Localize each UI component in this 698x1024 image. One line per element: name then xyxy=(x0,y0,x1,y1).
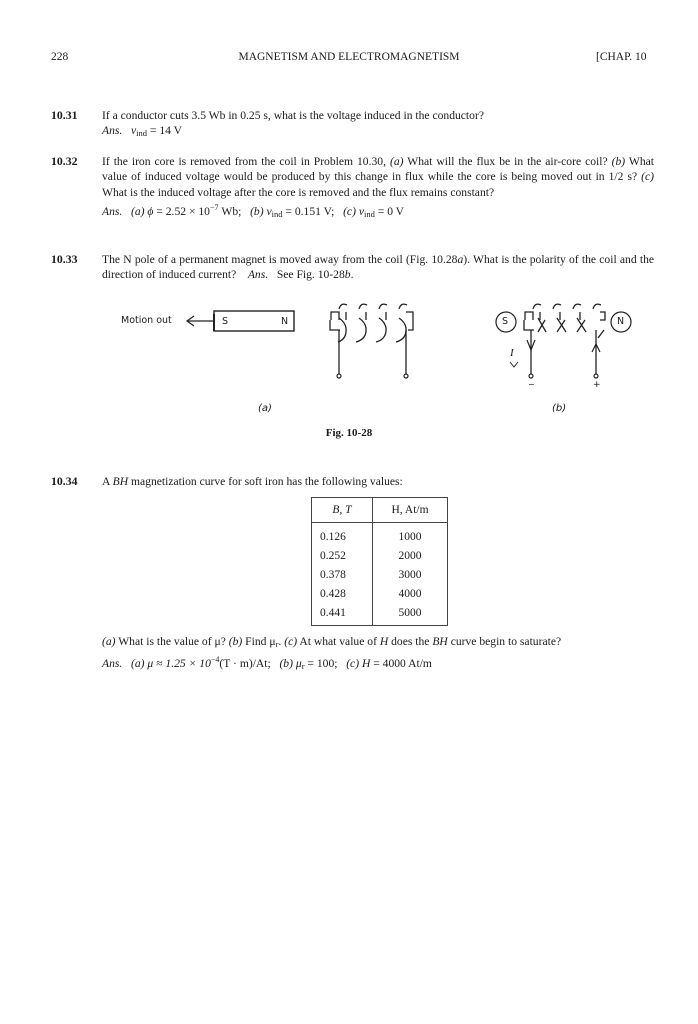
cell-h: 3000 xyxy=(398,568,422,581)
pole-s-label: S xyxy=(502,316,509,327)
answer-value: = 14 V xyxy=(147,124,183,138)
text-part: ). What is the polarity of the coil and the direction of induced current? xyxy=(102,253,655,282)
current-dir-mark xyxy=(510,362,518,367)
part-b: (b) xyxy=(611,155,626,168)
chapter-label: [CHAP. 10 xyxy=(596,51,647,63)
answer-text: See Fig. 10-28 xyxy=(276,268,345,282)
q-text: does the xyxy=(388,635,433,648)
table-row xyxy=(312,565,448,584)
coil-a xyxy=(330,304,413,375)
bh-table xyxy=(311,497,448,626)
table-row xyxy=(312,523,448,547)
coil-b xyxy=(524,304,605,375)
cell-h: 2000 xyxy=(398,549,422,562)
punct: . xyxy=(350,268,354,282)
figure-caption: Fig. 10-28 xyxy=(325,427,373,439)
cell-b: 0.428 xyxy=(312,584,373,603)
cell-h: 5000 xyxy=(398,606,422,619)
terminal-b2 xyxy=(594,374,598,378)
motion-out-label: Motion out xyxy=(121,315,172,326)
page-number: 228 xyxy=(51,51,69,63)
terminal-b1 xyxy=(529,374,533,378)
part-c: (c) xyxy=(641,170,654,184)
terminal-a1 xyxy=(337,374,341,378)
text-part: If the iron core is removed from the coil in Problem 10.30, xyxy=(102,155,390,168)
cell-b: 0.441 xyxy=(312,603,373,626)
q-a: (a) xyxy=(102,635,116,648)
answer-b-sub: r xyxy=(301,661,305,672)
answer-a: (a) ϕ xyxy=(131,205,154,219)
text-part: magnetization curve for soft iron has the following values: xyxy=(128,475,403,488)
q-sub: r xyxy=(275,639,279,649)
magnet-n-label: N xyxy=(281,316,289,327)
text-part: What is the induced voltage after the core is removed and the flux remains constant? xyxy=(102,185,495,199)
cell-b: 0.252 xyxy=(312,546,373,565)
terminal-a2 xyxy=(404,374,408,378)
answer-c: (c) v xyxy=(343,205,364,219)
running-title: MAGNETISM AND ELECTROMAGNETISM xyxy=(238,51,460,63)
answer-c-value: = 0 V xyxy=(374,205,405,219)
q-text: At what value of xyxy=(297,635,380,648)
cell-h: 4000 xyxy=(398,587,422,600)
text-part: What will the flux be in the air-core coil? xyxy=(403,155,612,168)
q-bh: BH xyxy=(432,635,448,648)
answer-c-sub: ind xyxy=(363,209,375,220)
q-h: H xyxy=(379,635,389,648)
answer-a-exp: −4 xyxy=(210,655,220,665)
problem-10-34-questions xyxy=(102,634,662,675)
answer-label: Ans. xyxy=(102,205,123,219)
answer-a-value: = 2.52 × 10 xyxy=(153,205,210,219)
problem-number-10-34: 10.34 xyxy=(51,474,78,488)
answer-sub: ind xyxy=(136,128,148,139)
pole-n-label: N xyxy=(617,316,625,327)
answer-label: Ans. xyxy=(247,268,269,282)
answer-b-sub: ind xyxy=(271,209,283,220)
answer-v: v xyxy=(131,124,137,138)
table-header-row xyxy=(312,498,448,523)
fig-ref-a: a xyxy=(457,253,464,266)
q-b: (b) xyxy=(228,635,243,648)
answer-b-value: = 0.151 V; xyxy=(282,205,335,219)
fig-ref-b: b xyxy=(344,268,351,282)
text-part: A xyxy=(102,475,113,488)
answer-a: (a) μ ≈ 1.25 × 10 xyxy=(131,657,211,671)
part-a: (a) xyxy=(389,155,404,168)
col-header-b: B, T xyxy=(312,498,373,523)
current-label: I xyxy=(510,347,514,359)
problem-10-34 xyxy=(102,474,654,489)
table-row xyxy=(312,603,448,626)
problem-number-10-33: 10.33 xyxy=(51,252,78,266)
q-text: . xyxy=(278,635,285,648)
answer-a-unit: Wb; xyxy=(218,205,242,219)
answer-c-value: = 4000 At/m xyxy=(370,657,432,671)
q-c: (c) xyxy=(284,635,298,648)
figure-10-28 xyxy=(0,0,698,440)
answer-b-value: = 100; xyxy=(304,657,338,671)
answer-b: (b) v xyxy=(250,205,272,219)
q-text: What is the value of μ? xyxy=(115,635,229,648)
table-row xyxy=(312,584,448,603)
answer-a-exp: −7 xyxy=(209,203,219,213)
q-text: Find μ xyxy=(242,635,276,648)
polarity-minus: − xyxy=(528,380,535,389)
answer-label: Ans. xyxy=(102,657,123,671)
table-row xyxy=(312,546,448,565)
fig-caption-b: (b) xyxy=(552,403,567,414)
cell-b: 0.126 xyxy=(312,523,373,547)
magnet-s-label: S xyxy=(222,316,229,327)
answer-a-unit: (T · m)/At; xyxy=(219,657,271,671)
problem-number-10-32: 10.32 xyxy=(51,154,78,168)
text-part: What value of induced voltage would be produced by this change in flux while the core is being moved out in 1/2 s? xyxy=(102,155,655,184)
col-header-h: H, At/m xyxy=(373,498,448,523)
answer-b: (b) μ xyxy=(279,657,302,671)
answer-c: (c) H xyxy=(346,657,371,671)
cell-b: 0.378 xyxy=(312,565,373,584)
q-text: curve begin to saturate? xyxy=(447,635,562,648)
cell-h: 1000 xyxy=(398,530,422,543)
fig-caption-a: (a) xyxy=(258,403,272,414)
bh-term: BH xyxy=(112,475,129,488)
problem-text: If a conductor cuts 3.5 Wb in 0.25 s, what is the voltage induced in the conductor? xyxy=(102,109,484,122)
text-part: The N pole of a permanent magnet is moved away from the coil (Fig. 10.28 xyxy=(102,253,458,266)
problem-number-10-31: 10.31 xyxy=(51,108,78,122)
answer-label: Ans. xyxy=(102,124,123,138)
polarity-plus: + xyxy=(593,380,601,390)
